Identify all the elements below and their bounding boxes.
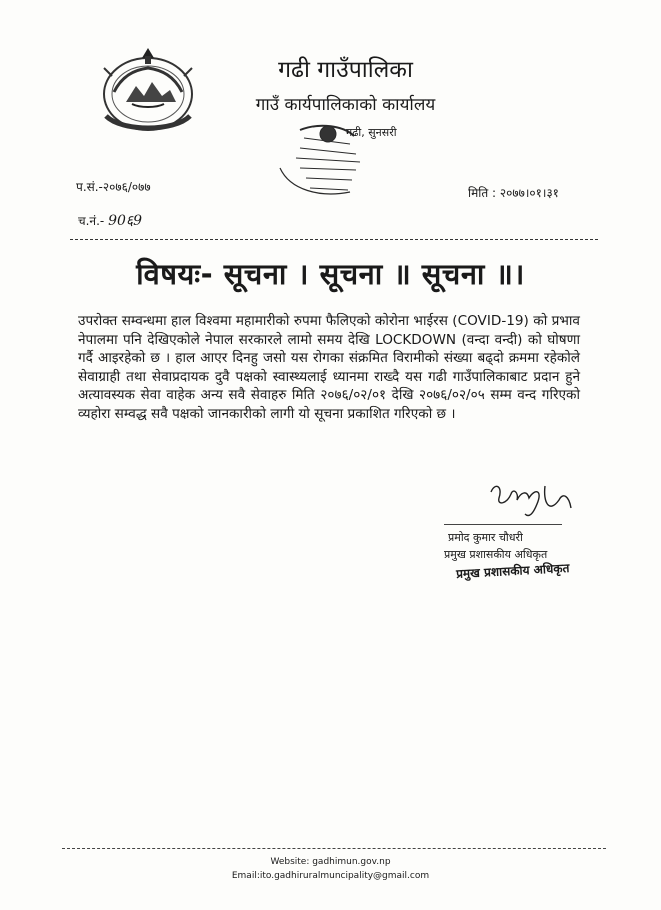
signature-line	[444, 524, 562, 525]
dispatch-number	[78, 211, 142, 230]
signatory-title: प्रमुख प्रशासकीय अधिकृत	[444, 548, 548, 561]
dispatch-value: 90६9	[108, 213, 143, 229]
signatory-seal: प्रमुख प्रशासकीय अधिकृत	[455, 561, 570, 581]
office-name: गाउँ कार्यपालिकाको कार्यालय	[255, 95, 436, 115]
subject-heading: विषयः- सूचना । सूचना ॥ सूचना ॥।	[136, 257, 525, 291]
footer-email: Email:ito.gadhiruralmuncipality@gmail.com	[231, 871, 430, 881]
issue-date: मिति : २०७७।०१।३१	[468, 186, 559, 200]
footer-divider	[62, 848, 606, 849]
dispatch-label: च.नं.-	[78, 214, 105, 228]
signature-icon	[485, 478, 575, 522]
reference-number: प.सं.-२०७६/०७७	[76, 180, 151, 194]
footer-website: Website: gadhimun.gov.np	[270, 857, 391, 867]
org-name: गढी गाउँपालिका	[278, 57, 413, 83]
header-divider	[70, 239, 598, 240]
office-location: गढी, सुनसरी	[346, 126, 397, 139]
notice-body: उपरोक्त सम्वन्धमा हाल विश्वमा महामारीको रुपमा फैलिएको कोरोना भाईरस (COVID-19) को प्रभाव नेपालमा पनि देखिएकोले नेपाल सरकारले लामो समय देखि LOCKDOWN (वन्दा वन्दी) को घोषणा गर्दै आइरहेको छ । हाल आएर दिनहु जसो यस रोगका संक्रमित विरामीको संख्या बढ्दो क्रममा रहेकोले सेवाग्राही तथा सेवाप्रदायक दुवै पक्षको स्वास्थ्यलाई ध्यानमा राख्दै यस गढी गाउँपालिकाबाट प्रदान हुने अत्यावस्यक सेवा वाहेक अन्य सवै सेवाहरु मिति २०७६/०२/०१ देखि २०७६/०२/०५ सम्म वन्द गरिएको व्यहोरा सम्वद्ध सवै पक्षको जानकारीको लागी यो सूचना प्रकाशित गरिएको छ ।	[78, 313, 580, 422]
signatory-name: प्रमोद कुमार चौधरी	[448, 531, 523, 544]
